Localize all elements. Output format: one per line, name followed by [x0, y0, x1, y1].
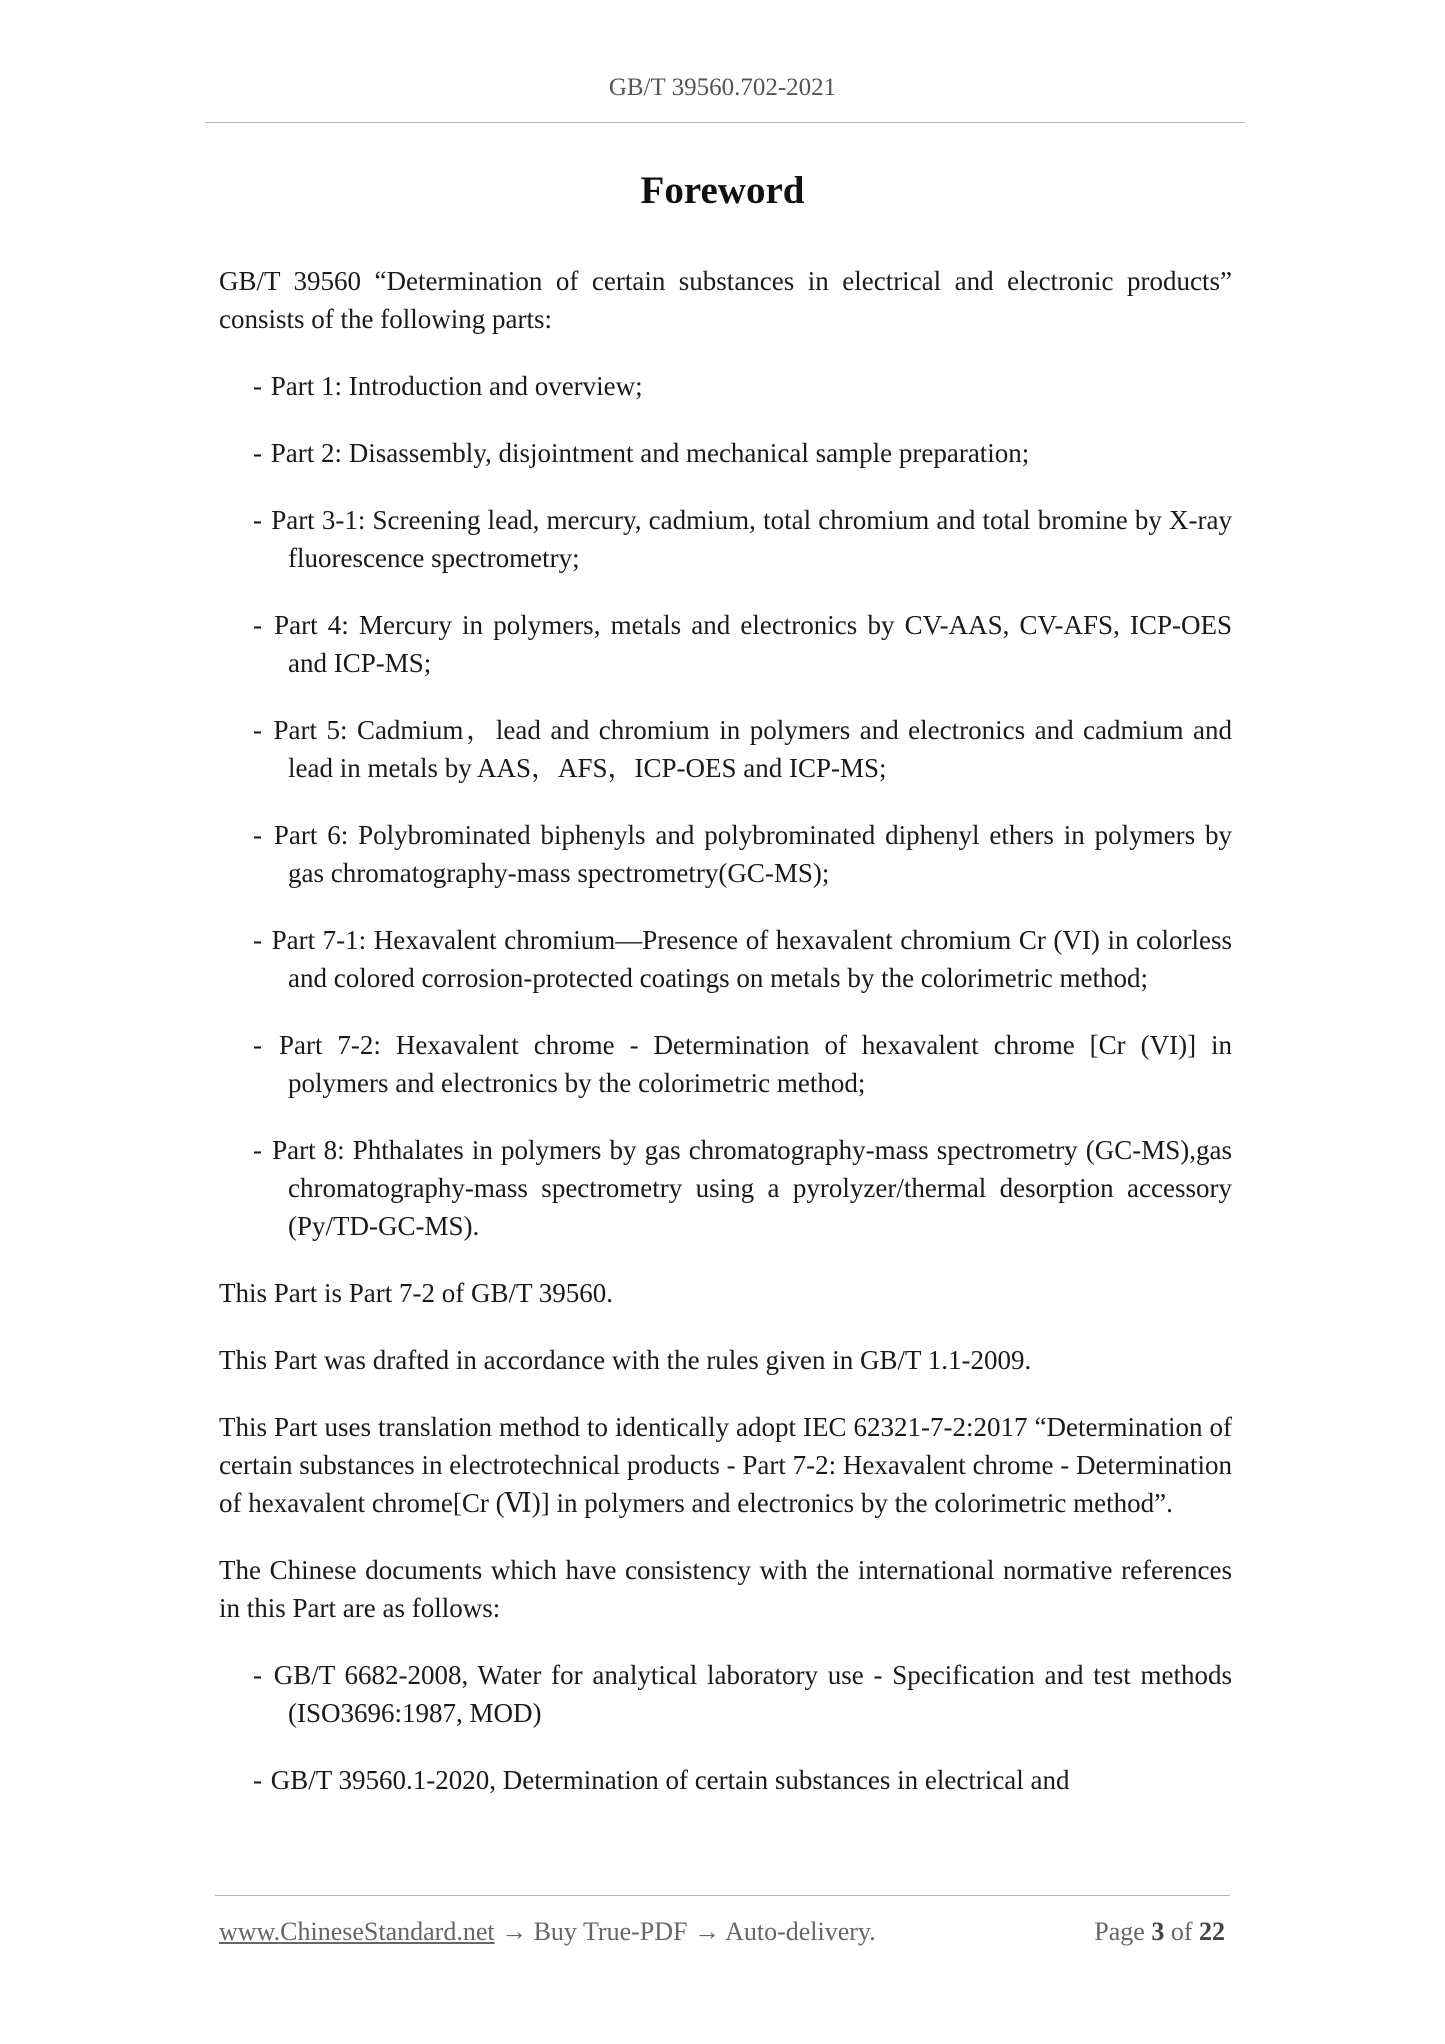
- part-text: Part 7-1: Hexavalent chromium—Presence of hexavalent chromium Cr (VI) in colorless and colored corrosion-protected coatings on metals by the colorimetric method;: [271, 925, 1232, 993]
- arrow-right-icon: →: [501, 1917, 528, 1946]
- chinese-standard-link[interactable]: www.ChineseStandard.net: [219, 1917, 495, 1946]
- of-label: of: [1170, 1917, 1193, 1946]
- footer-divider: [215, 1895, 1230, 1896]
- page-label: Page: [1094, 1917, 1145, 1946]
- part-text: Part 5: Cadmium，lead and chromium in polymers and electronics and cadmium and lead in metals by AAS，AFS，ICP-OES and ICP-MS;: [273, 715, 1232, 783]
- drafting-rules-paragraph: This Part was drafted in accordance with the rules given in GB/T 1.1-2009.: [219, 1345, 1032, 1375]
- bullet-dash: -: [253, 371, 262, 401]
- translation-method-paragraph: This Part uses translation method to identically adopt IEC 62321-7-2:2017 “Determination of certain substances in electrotechnical products - Part 7-2: Hexavalent chrome - Determination of hexavalent chrome[Cr (Ⅵ)] in polymers and electronics by the colorimetric method”.: [219, 1412, 1232, 1518]
- part-list-item: [253, 711, 1232, 787]
- reference-list-item: [253, 1761, 1232, 1799]
- arrow-right-icon: →: [694, 1917, 720, 1946]
- bullet-dash: -: [253, 715, 262, 745]
- page-total: 22: [1199, 1917, 1225, 1946]
- page-title: Foreword: [640, 169, 805, 212]
- part-list-item: [253, 501, 1232, 577]
- part-list-item: [253, 434, 1232, 472]
- page-counter: [1094, 1917, 1225, 1947]
- part-text: Part 2: Disassembly, disjointment and mechanical sample preparation;: [270, 438, 1030, 468]
- part-text: Part 4: Mercury in polymers, metals and electronics by CV-AAS, CV-AFS, ICP-OES and ICP-MS;: [274, 610, 1232, 678]
- document-body: [219, 262, 1232, 1828]
- reference-list-item: [253, 1656, 1232, 1732]
- auto-delivery-text: Auto-delivery.: [725, 1917, 876, 1946]
- part-list-item: [253, 1026, 1232, 1102]
- bullet-dash: -: [253, 1765, 262, 1795]
- part-text: Part 1: Introduction and overview;: [270, 371, 643, 401]
- bullet-dash: -: [253, 1660, 262, 1690]
- intro-paragraph: GB/T 39560 “Determination of certain substances in electrical and electronic products” consists of the following parts:: [219, 266, 1232, 334]
- footer-promo: [219, 1917, 876, 1946]
- bullet-dash: -: [253, 820, 262, 850]
- part-text: Part 3-1: Screening lead, mercury, cadmium, total chromium and total bromine by X-ray fluorescence spectrometry;: [271, 505, 1233, 573]
- buy-pdf-text: Buy True-PDF: [533, 1917, 688, 1946]
- bullet-dash: -: [253, 1135, 262, 1165]
- chinese-documents-paragraph: The Chinese documents which have consistency with the international normative references in this Part are as follows:: [219, 1555, 1232, 1623]
- part-list-item: [253, 367, 1232, 405]
- bullet-dash: -: [253, 505, 262, 535]
- part-list-item: [253, 921, 1232, 997]
- header-divider: [205, 122, 1245, 123]
- bullet-dash: -: [253, 925, 262, 955]
- part-text: Part 6: Polybrominated biphenyls and polybrominated diphenyl ethers in polymers by gas chromatography-mass spectrometry(GC-MS);: [273, 820, 1233, 888]
- page-number: 3: [1151, 1917, 1165, 1946]
- reference-text: GB/T 6682-2008, Water for analytical laboratory use - Specification and test methods (ISO3696:1987, MOD): [273, 1660, 1232, 1728]
- part-list-item: [253, 1131, 1232, 1245]
- bullet-dash: -: [253, 438, 262, 468]
- part-text: Part 8: Phthalates in polymers by gas chromatography-mass spectrometry (GC-MS),gas chromatography-mass spectrometry using a pyrolyzer/thermal desorption accessory (Py/TD-GC-MS).: [272, 1135, 1232, 1241]
- reference-text: GB/T 39560.1-2020, Determination of certain substances in electrical and: [270, 1765, 1070, 1795]
- header-doc-code: GB/T 39560.702-2021: [608, 74, 837, 101]
- part-list-item: [253, 606, 1232, 682]
- bullet-dash: -: [253, 610, 262, 640]
- part-statement-paragraph: This Part is Part 7-2 of GB/T 39560.: [219, 1278, 613, 1308]
- part-list-item: [253, 816, 1232, 892]
- page-footer: [219, 1917, 1225, 1947]
- part-text: Part 7-2: Hexavalent chrome - Determination of hexavalent chrome [Cr (VI)] in polymers and electronics by the colorimetric method;: [278, 1030, 1233, 1098]
- bullet-dash: -: [253, 1030, 262, 1060]
